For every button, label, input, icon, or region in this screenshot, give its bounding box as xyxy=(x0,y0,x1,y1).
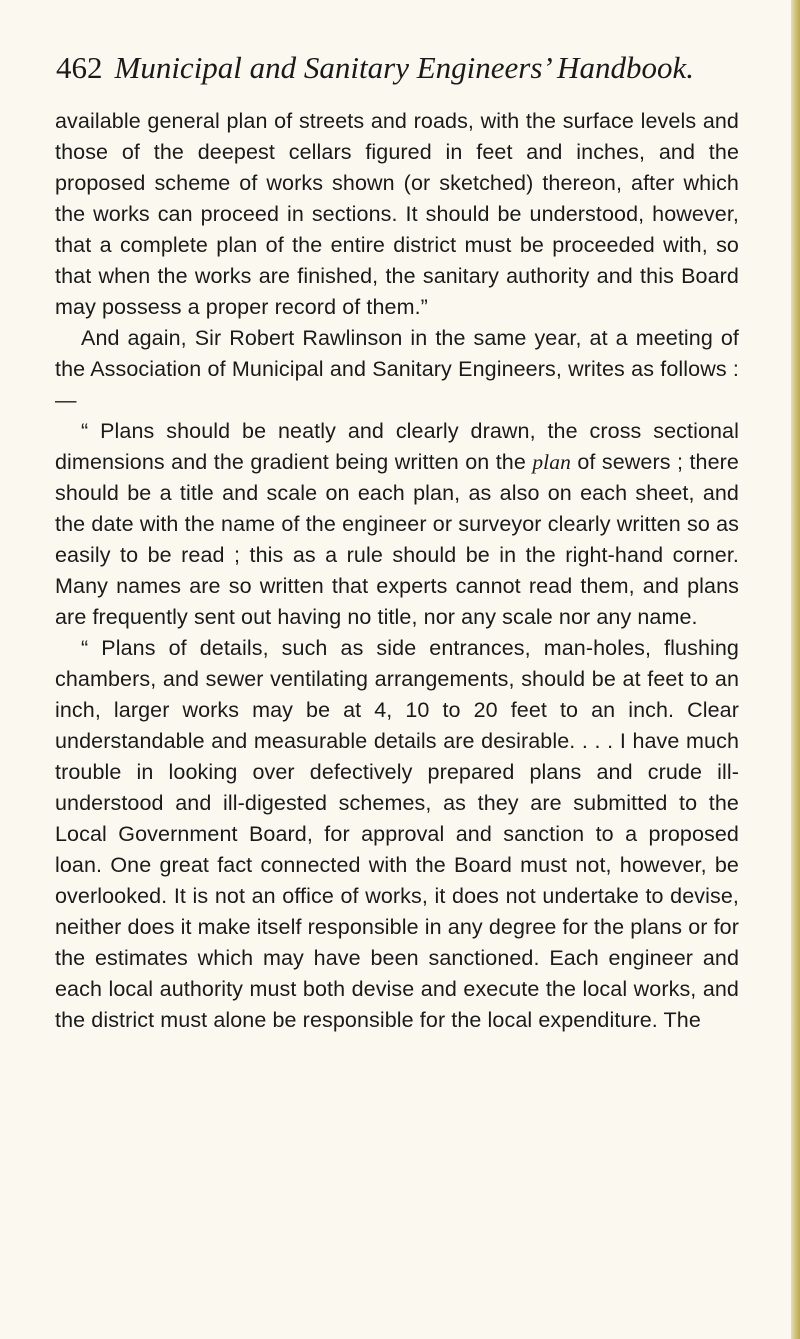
paragraph-continued: available general plan of streets and roads, with the surface levels and those of the deepest cellars figured in feet and inches, and the proposed scheme of works shown (or sketched) thereon, after which the works can proceed in sections. It should be understood, however, that a complete plan of the entire district must be proceeded with, so that when the works are finished, the sanitary authority and this Board may possess a proper record of them.” xyxy=(55,109,739,319)
paragraph-plans-drawn xyxy=(55,416,739,633)
book-title: Municipal and Sanitary Engineers’ Handbook. xyxy=(114,50,694,85)
paragraph-plans-details: “ Plans of details, such as side entrances, man-holes, flushing chambers, and sewer ventilating arrangements, should be at feet to an inch, larger works may be at 4, 10 to 20 feet to an inch. Clear understandable and measurable details are desirable. . . . I have much trouble in looking over defectively prepared plans and crude ill-understood and ill-digested schemes, as they are submitted to the Local Government Board, for approval and sanction to a proposed loan. One great fact connected with the Board must not, however, be overlooked. It is not an office of works, it does not undertake to devise, neither does it make itself responsible in any degree for the plans or for the estimates which may have been sanctioned. Each engineer and each local authority must both devise and execute the local works, and the district must alone be responsible for the local expenditure. The xyxy=(55,636,739,1032)
paragraph-plans-drawn-part2: of sewers ; there should be a title and scale on each plan, as also on each sheet, and the date with the name of the engineer or surveyor clearly written so as easily to be read ; this as a rule should be in the right-hand corner. Many names are so written that experts cannot read them, and plans are frequently sent out having no title, nor any scale nor any name. xyxy=(55,450,739,629)
page-number: 462 xyxy=(56,50,103,85)
running-head xyxy=(56,48,746,88)
paragraph-plans-drawn-italic: plan xyxy=(532,450,571,474)
page-edge xyxy=(791,0,800,1339)
paragraph-rawlinson-intro: And again, Sir Robert Rawlinson in the same year, at a meeting of the Association of Municipal and Sanitary Engineers, writes as follows :— xyxy=(55,326,739,412)
paragraph-plans-drawn-part1: “ Plans should be neatly and clearly drawn, the cross sectional dimensions and the gradient being written on the xyxy=(55,419,739,474)
body-text xyxy=(55,106,739,1036)
